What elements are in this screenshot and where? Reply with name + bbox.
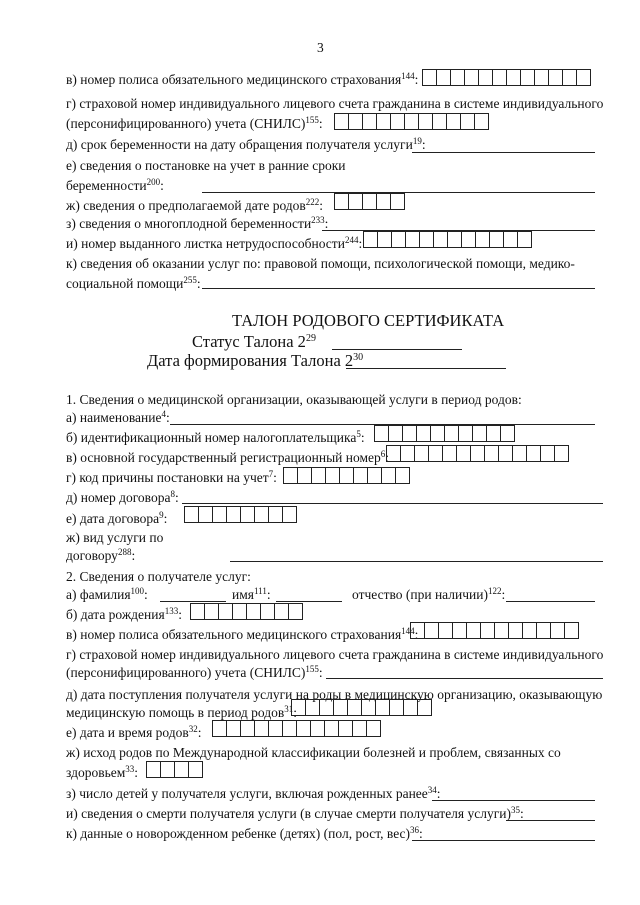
input-cell[interactable] <box>395 467 410 484</box>
input-cell[interactable] <box>400 445 415 462</box>
input-cell[interactable] <box>348 193 363 210</box>
input-cell[interactable] <box>486 425 501 442</box>
input-cell[interactable] <box>430 425 445 442</box>
s2-b-label: б) дата рождения$^{133}$: <box>66 606 182 622</box>
input-cell[interactable] <box>522 622 537 639</box>
input-cell[interactable] <box>377 231 392 248</box>
input-cell[interactable] <box>375 699 390 716</box>
input-cell[interactable] <box>458 425 473 442</box>
top-i-boxes[interactable] <box>363 231 532 248</box>
top-zh-label: ж) сведения о предполагаемой дате родов$^{222}$: <box>66 197 324 213</box>
input-cell[interactable] <box>520 69 535 86</box>
input-cell[interactable] <box>366 720 381 737</box>
input-cell[interactable] <box>506 69 521 86</box>
input-cell[interactable] <box>319 699 334 716</box>
s2-e-boxes[interactable] <box>212 720 381 737</box>
input-cell[interactable] <box>367 467 382 484</box>
s2-b-boxes[interactable] <box>190 603 303 620</box>
input-cell[interactable] <box>288 603 303 620</box>
input-cell[interactable] <box>554 445 569 462</box>
input-cell[interactable] <box>446 113 461 130</box>
input-cell[interactable] <box>325 467 340 484</box>
page-number: 3 <box>317 40 324 55</box>
talon-status: Статус Талона $2^{29}$ <box>192 332 316 351</box>
s2-z-label: з) число детей у получателя услуги, включая рожденных ранее$^{34}$: <box>66 785 441 801</box>
top-g-boxes[interactable] <box>334 113 489 130</box>
input-cell[interactable] <box>444 425 459 442</box>
top-v-label: в) номер полиса обязательного медицинского страхования$^{144}$: <box>66 71 419 87</box>
input-cell[interactable] <box>347 699 362 716</box>
top-d-label: д) срок беременности на дату обращения получателя услуги$^{19}$: <box>66 136 426 152</box>
s2-g-line2: (персонифицированного) учета (СНИЛС)$^{155}$: <box>66 664 323 680</box>
talon-date: Дата формирования Талона $2^{30}$ <box>147 351 364 370</box>
input-cell[interactable] <box>240 720 255 737</box>
input-cell[interactable] <box>450 69 465 86</box>
input-cell[interactable] <box>403 699 418 716</box>
s1-e-boxes[interactable] <box>184 506 297 523</box>
input-cell[interactable] <box>146 761 161 778</box>
input-cell[interactable] <box>428 445 443 462</box>
input-cell[interactable] <box>296 720 311 737</box>
input-cell[interactable] <box>311 467 326 484</box>
input-cell[interactable] <box>297 467 312 484</box>
top-i-label: и) номер выданного листка нетрудоспособности$^{244}$: <box>66 235 363 251</box>
input-cell[interactable] <box>474 113 489 130</box>
s2-d-boxes[interactable] <box>291 699 432 716</box>
top-v-boxes[interactable] <box>422 69 591 86</box>
input-cell[interactable] <box>376 193 391 210</box>
input-cell[interactable] <box>232 603 247 620</box>
input-cell[interactable] <box>550 622 565 639</box>
input-cell[interactable] <box>503 231 518 248</box>
input-cell[interactable] <box>254 720 269 737</box>
input-cell[interactable] <box>333 699 348 716</box>
input-cell[interactable] <box>386 445 401 462</box>
input-cell[interactable] <box>500 425 515 442</box>
input-cell[interactable] <box>246 603 261 620</box>
input-cell[interactable] <box>348 113 363 130</box>
input-cell[interactable] <box>498 445 513 462</box>
input-cell[interactable] <box>282 720 297 737</box>
input-cell[interactable] <box>381 467 396 484</box>
input-cell[interactable] <box>548 69 563 86</box>
input-cell[interactable] <box>417 699 432 716</box>
input-cell[interactable] <box>305 699 320 716</box>
top-k-line[interactable] <box>202 288 595 289</box>
s1-zh-line[interactable] <box>230 561 603 562</box>
input-cell[interactable] <box>414 445 429 462</box>
input-cell[interactable] <box>388 425 403 442</box>
input-cell[interactable] <box>282 506 297 523</box>
input-cell[interactable] <box>283 467 298 484</box>
section1-title: 1. Сведения о медицинской организации, оказывающей услуги в период родов: <box>66 392 522 407</box>
input-cell[interactable] <box>517 231 532 248</box>
s2-v-boxes[interactable] <box>410 622 579 639</box>
section2-title: 2. Сведения о получателе услуг: <box>66 569 251 584</box>
input-cell[interactable] <box>268 720 283 737</box>
s1-a-label: а) наименование$^4$: <box>66 409 170 425</box>
input-cell[interactable] <box>339 467 354 484</box>
s1-zh-line2: договору$^{288}$: <box>66 547 136 563</box>
input-cell[interactable] <box>391 231 406 248</box>
s2-k-label: к) данные о новорожденном ребенке (детях) (пол, рост, вес)$^{36}$: <box>66 825 423 841</box>
input-cell[interactable] <box>402 425 417 442</box>
s2-e-label: е) дата и время родов$^{32}$: <box>66 724 202 740</box>
s2-a-name: имя$^{111}$: <box>232 586 271 602</box>
input-cell[interactable] <box>461 231 476 248</box>
top-z-label: з) сведения о многоплодной беременности$^{233}$: <box>66 215 329 231</box>
input-cell[interactable] <box>362 113 377 130</box>
s2-k-line[interactable] <box>412 840 595 841</box>
input-cell[interactable] <box>404 113 419 130</box>
input-cell[interactable] <box>484 445 499 462</box>
s2-z-line[interactable] <box>432 800 595 801</box>
input-cell[interactable] <box>334 193 349 210</box>
input-cell[interactable] <box>376 113 391 130</box>
input-cell[interactable] <box>492 69 507 86</box>
status-line[interactable] <box>332 349 462 350</box>
input-cell[interactable] <box>184 506 199 523</box>
s1-b-boxes[interactable] <box>374 425 515 442</box>
input-cell[interactable] <box>174 761 189 778</box>
s1-d-label: д) номер договора$^8$: <box>66 489 179 505</box>
input-cell[interactable] <box>508 622 523 639</box>
s2-a-otch: отчество (при наличии)$^{122}$: <box>352 586 506 602</box>
input-cell[interactable] <box>338 720 353 737</box>
s1-g-label: г) код причины постановки на учет$^7$: <box>66 469 277 485</box>
s2-d-line2: медицинскую помощь в период родов$^{31}$: <box>66 704 298 720</box>
s2-v-label: в) номер полиса обязательного медицинского страхования$^{144}$: <box>66 626 419 642</box>
talon-title: ТАЛОН РОДОВОГО СЕРТИФИКАТА <box>232 311 505 330</box>
s2-a-fam: а) фамилия$^{100}$: <box>66 586 148 602</box>
s1-b-label: б) идентификационный номер налогоплательщика$^5$: <box>66 429 365 445</box>
top-e-line2: беременности$^{200}$: <box>66 177 164 193</box>
s2-fam-line[interactable] <box>160 601 226 602</box>
input-cell[interactable] <box>416 425 431 442</box>
s2-zh-line2: здоровьем$^{33}$: <box>66 764 139 780</box>
input-cell[interactable] <box>240 506 255 523</box>
s1-zh-line1: ж) вид услуги по <box>66 530 164 545</box>
input-cell[interactable] <box>540 445 555 462</box>
input-cell[interactable] <box>352 720 367 737</box>
input-cell[interactable] <box>452 622 467 639</box>
input-cell[interactable] <box>489 231 504 248</box>
input-cell[interactable] <box>410 622 425 639</box>
input-cell[interactable] <box>472 425 487 442</box>
s1-v-label: в) основной государственный регистрационный номер$^6$: <box>66 449 390 465</box>
input-cell[interactable] <box>204 603 219 620</box>
top-k-line1: к) сведения об оказании услуг по: правовой помощи, психологической помощи, медико- <box>66 256 575 271</box>
s2-zh-boxes[interactable] <box>146 761 203 778</box>
input-cell[interactable] <box>422 69 437 86</box>
input-cell[interactable] <box>494 622 509 639</box>
input-cell[interactable] <box>534 69 549 86</box>
input-cell[interactable] <box>419 231 434 248</box>
input-cell[interactable] <box>390 193 405 210</box>
input-cell[interactable] <box>390 113 405 130</box>
input-cell[interactable] <box>363 231 378 248</box>
top-k-line2: социальной помощи$^{255}$: <box>66 275 201 291</box>
s1-d-line[interactable] <box>182 503 603 504</box>
input-cell[interactable] <box>480 622 495 639</box>
input-cell[interactable] <box>464 69 479 86</box>
s2-g-line1: г) страховой номер индивидуального лицевого счета гражданина в системе индивидуального <box>66 647 604 662</box>
input-cell[interactable] <box>334 113 349 130</box>
s1-v-boxes[interactable] <box>386 445 569 462</box>
input-cell[interactable] <box>424 622 439 639</box>
input-cell[interactable] <box>260 603 275 620</box>
input-cell[interactable] <box>226 506 241 523</box>
input-cell[interactable] <box>212 720 227 737</box>
input-cell[interactable] <box>418 113 433 130</box>
input-cell[interactable] <box>436 69 451 86</box>
input-cell[interactable] <box>226 720 241 737</box>
input-cell[interactable] <box>512 445 527 462</box>
input-cell[interactable] <box>433 231 448 248</box>
input-cell[interactable] <box>374 425 389 442</box>
input-cell[interactable] <box>353 467 368 484</box>
input-cell[interactable] <box>432 113 447 130</box>
s1-e-label: е) дата договора$^9$: <box>66 510 168 526</box>
input-cell[interactable] <box>274 603 289 620</box>
s2-i-line[interactable] <box>506 820 595 821</box>
input-cell[interactable] <box>470 445 485 462</box>
s2-zh-line1: ж) исход родов по Международной классификации болезней и проблем, связанных со <box>66 745 561 760</box>
input-cell[interactable] <box>389 699 404 716</box>
input-cell[interactable] <box>190 603 205 620</box>
s1-g-boxes[interactable] <box>283 467 410 484</box>
top-g-line1: г) страховой номер индивидуального лицевого счета гражданина в системе индивидуального <box>66 96 604 111</box>
top-d-line[interactable] <box>412 152 595 153</box>
input-cell[interactable] <box>324 720 339 737</box>
input-cell[interactable] <box>212 506 227 523</box>
input-cell[interactable] <box>562 69 577 86</box>
s2-name-line[interactable] <box>276 601 342 602</box>
s2-i-label: и) сведения о смерти получателя услуги (в случае смерти получателя услуги)$^{35}$: <box>66 805 524 821</box>
s2-otch-line[interactable] <box>506 601 595 602</box>
top-g-line2: (персонифицированного) учета (СНИЛС)$^{155}$: <box>66 115 323 131</box>
input-cell[interactable] <box>254 506 269 523</box>
input-cell[interactable] <box>310 720 325 737</box>
input-cell[interactable] <box>160 761 175 778</box>
input-cell[interactable] <box>405 231 420 248</box>
input-cell[interactable] <box>536 622 551 639</box>
input-cell[interactable] <box>478 69 493 86</box>
input-cell[interactable] <box>456 445 471 462</box>
input-cell[interactable] <box>291 699 306 716</box>
input-cell[interactable] <box>442 445 457 462</box>
input-cell[interactable] <box>447 231 462 248</box>
input-cell[interactable] <box>564 622 579 639</box>
input-cell[interactable] <box>576 69 591 86</box>
top-e-line1: е) сведения о постановке на учет в ранние сроки <box>66 158 346 173</box>
input-cell[interactable] <box>460 113 475 130</box>
input-cell[interactable] <box>198 506 213 523</box>
input-cell[interactable] <box>362 193 377 210</box>
input-cell[interactable] <box>188 761 203 778</box>
top-zh-boxes[interactable] <box>334 193 405 210</box>
s2-d-line1: д) дата поступления получателя услуги на роды в медицинскую организацию, оказывающую <box>66 687 603 702</box>
date-line[interactable] <box>346 368 506 369</box>
input-cell[interactable] <box>218 603 233 620</box>
input-cell[interactable] <box>466 622 481 639</box>
input-cell[interactable] <box>526 445 541 462</box>
input-cell[interactable] <box>475 231 490 248</box>
s2-g-line[interactable] <box>326 678 603 679</box>
input-cell[interactable] <box>438 622 453 639</box>
input-cell[interactable] <box>361 699 376 716</box>
input-cell[interactable] <box>268 506 283 523</box>
